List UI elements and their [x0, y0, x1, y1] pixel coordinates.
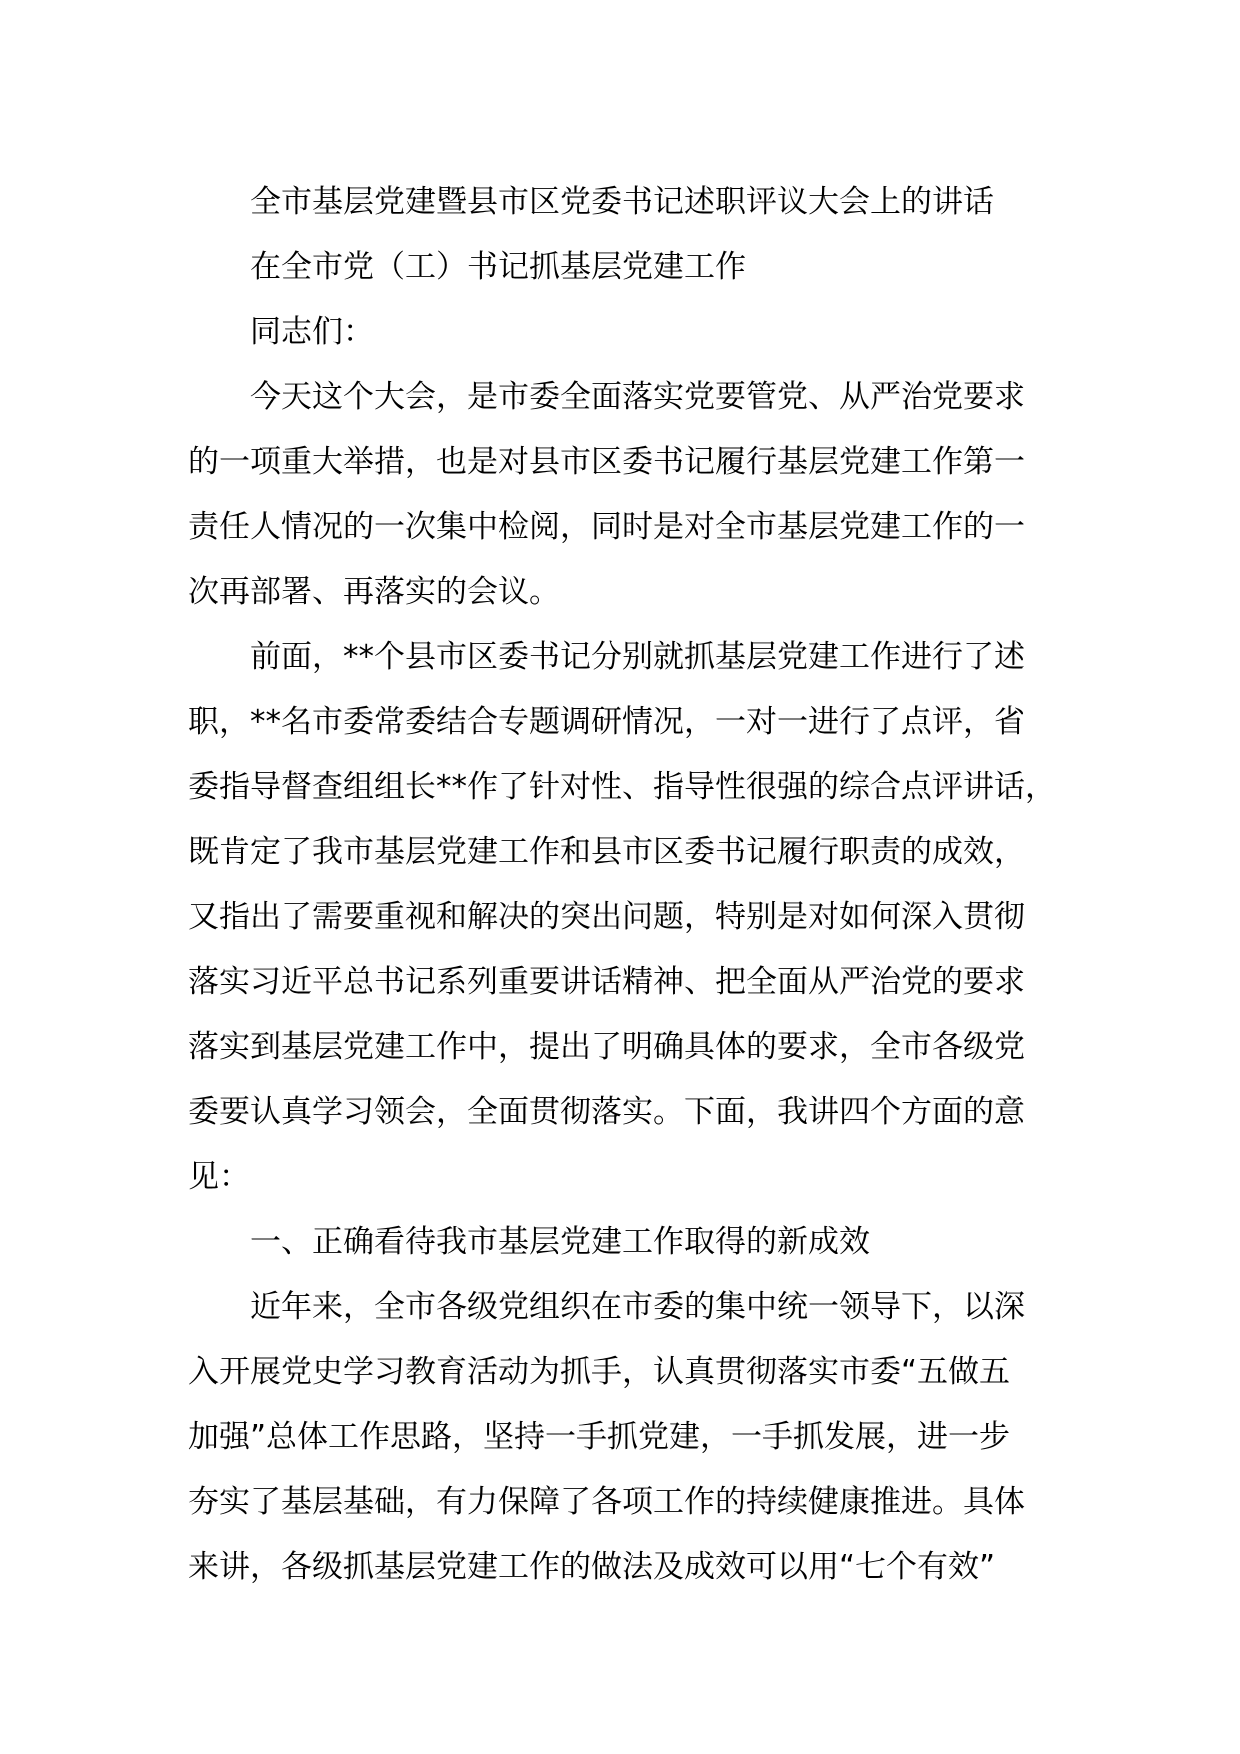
paragraph-2-line-5: 又指出了需要重视和解决的突出问题，特别是对如何深入贯彻	[188, 899, 1025, 935]
document-subtitle: 在全市党（工）书记抓基层党建工作	[250, 249, 746, 285]
paragraph-3-line-3: 加强”总体工作思路，坚持一手抓党建，一手抓发展，进一步	[188, 1419, 1011, 1455]
paragraph-2-line-6: 落实习近平总书记系列重要讲话精神、把全面从严治党的要求	[188, 964, 1025, 1000]
paragraph-1-line-3: 责任人情况的一次集中检阅，同时是对全市基层党建工作的一	[188, 509, 1025, 545]
paragraph-1-line-2: 的一项重大举措，也是对县市区委书记履行基层党建工作第一	[188, 444, 1025, 480]
paragraph-3-line-5: 来讲，各级抓基层党建工作的做法及成效可以用“七个有效”	[188, 1549, 996, 1585]
section-heading-1: 一、正确看待我市基层党建工作取得的新成效	[250, 1224, 870, 1260]
paragraph-2-line-7: 落实到基层党建工作中，提出了明确具体的要求，全市各级党	[188, 1029, 1025, 1065]
paragraph-3-line-2: 入开展党史学习教育活动为抓手，认真贯彻落实市委“五做五	[188, 1354, 1011, 1390]
paragraph-2-line-2: 职，**名市委常委结合专题调研情况，一对一进行了点评，省	[188, 704, 1025, 740]
paragraph-1-line-1: 今天这个大会，是市委全面落实党要管党、从严治党要求	[250, 379, 1025, 415]
paragraph-3-line-4: 夯实了基层基础，有力保障了各项工作的持续健康推进。具体	[188, 1484, 1025, 1520]
document-body	[188, 170, 1068, 1600]
paragraph-2-line-3: 委指导督查组组长**作了针对性、指导性很强的综合点评讲话，	[188, 769, 1056, 805]
document-title: 全市基层党建暨县市区党委书记述职评议大会上的讲话	[250, 184, 994, 220]
paragraph-2-line-8: 委要认真学习领会，全面贯彻落实。下面，我讲四个方面的意	[188, 1094, 1025, 1130]
paragraph-1-line-4: 次再部署、再落实的会议。	[188, 574, 560, 610]
salutation: 同志们：	[250, 314, 374, 350]
paragraph-2-line-4: 既肯定了我市基层党建工作和县市区委书记履行职责的成效，	[188, 834, 1025, 870]
paragraph-3-line-1: 近年来，全市各级党组织在市委的集中统一领导下，以深	[250, 1289, 1025, 1325]
paragraph-2-line-9: 见：	[188, 1159, 250, 1195]
paragraph-2-line-1: 前面，**个县市区委书记分别就抓基层党建工作进行了述	[250, 639, 1025, 675]
